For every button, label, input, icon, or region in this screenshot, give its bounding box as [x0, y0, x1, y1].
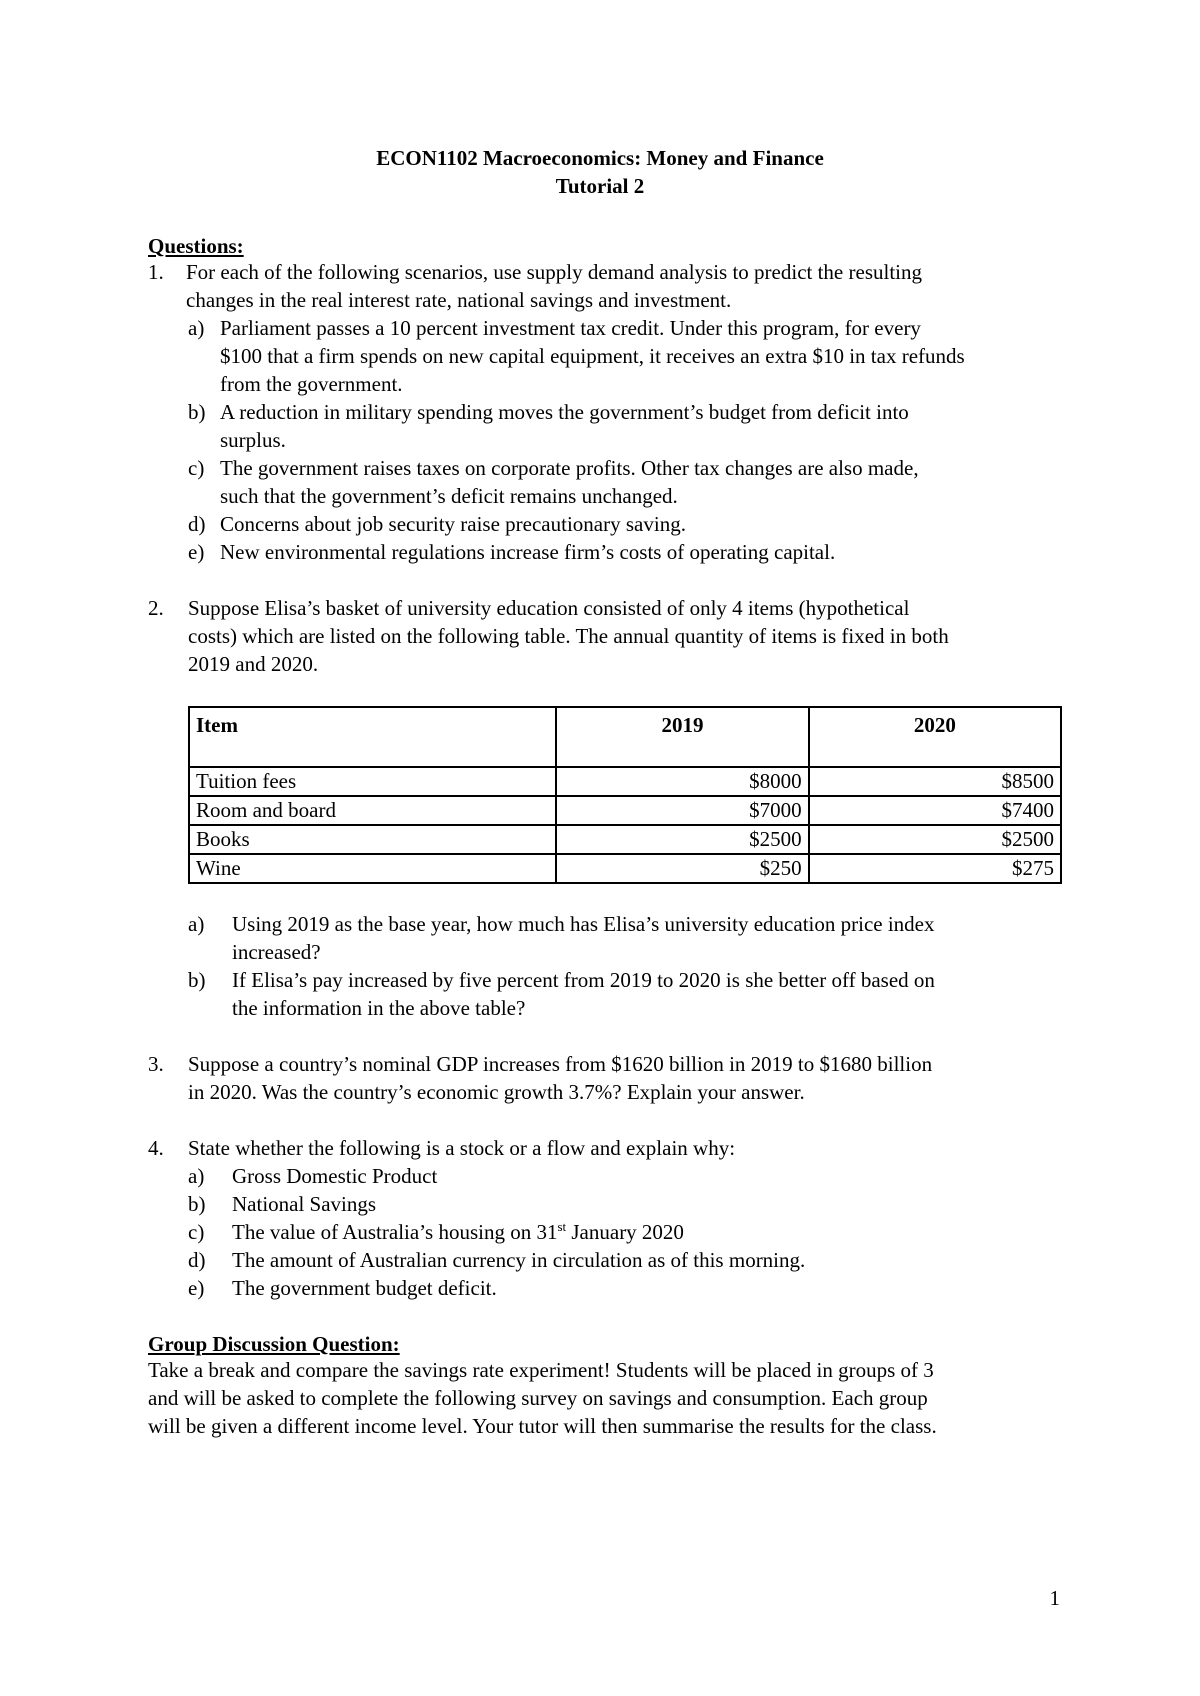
q1-c-line: such that the government’s deficit remains unchanged. — [220, 484, 678, 508]
q2-b-text — [232, 966, 1062, 1022]
q1-a-text — [220, 314, 1062, 398]
q4-e-label: e) — [188, 1276, 205, 1300]
q2-a-label: a) — [188, 912, 205, 936]
table-cell: $250 — [556, 854, 808, 883]
table-cell: Room and board — [189, 796, 556, 825]
q2-number: 2. — [148, 596, 164, 620]
group-text-line: Take a break and compare the savings rate experiment! Students will be placed in groups of 3 — [148, 1358, 934, 1382]
group-heading: Group Discussion Question: — [148, 1332, 400, 1356]
q4-number: 4. — [148, 1136, 164, 1160]
q2-a-line: increased? — [232, 940, 321, 964]
table-cell: $2500 — [809, 825, 1061, 854]
q3-text-line: Suppose a country’s nominal GDP increases from $1620 billion in 2019 to $1680 billion — [188, 1052, 933, 1076]
q1-b-line: A reduction in military spending moves the government’s budget from deficit into — [220, 400, 909, 424]
q2-a-line: Using 2019 as the base year, how much has Elisa’s university education price index — [232, 912, 935, 936]
table-cell: $7000 — [556, 796, 808, 825]
q1-b-label: b) — [188, 400, 206, 424]
q4-b-text: National Savings — [232, 1192, 377, 1216]
group-text-line: and will be asked to complete the following survey on savings and consumption. Each group — [148, 1386, 928, 1410]
q1-d-label: d) — [188, 512, 206, 536]
table-row — [189, 767, 1061, 796]
q1-b-line: surplus. — [220, 428, 286, 452]
table-header-cell: 2020 — [809, 707, 1061, 767]
q3-number: 3. — [148, 1052, 164, 1076]
q2-text-line: costs) which are listed on the following table. The annual quantity of items is fixed in both — [188, 624, 949, 648]
q4-c-superscript: st — [557, 1219, 567, 1234]
q1-c-label: c) — [188, 456, 205, 480]
table-cell: $7400 — [809, 796, 1061, 825]
table-cell: Books — [189, 825, 556, 854]
q1-e-text: New environmental regulations increase firm’s costs of operating capital. — [220, 540, 836, 564]
q3-text — [188, 1050, 1062, 1106]
table-row — [189, 825, 1061, 854]
q2-text-line: 2019 and 2020. — [188, 652, 319, 676]
q1-b-text — [220, 398, 1062, 454]
q1-c-line: The government raises taxes on corporate profits. Other tax changes are also made, — [220, 456, 919, 480]
q1-number: 1. — [148, 260, 164, 284]
group-text — [148, 1356, 1062, 1440]
table-header-cell: 2019 — [556, 707, 808, 767]
table-cell: $8000 — [556, 767, 808, 796]
questions-heading: Questions: — [148, 234, 244, 258]
document-title: ECON1102 Macroeconomics: Money and Finance — [376, 146, 824, 170]
q1-text-line: For each of the following scenarios, use supply demand analysis to predict the resulting — [186, 260, 922, 284]
table-row — [189, 854, 1061, 883]
q3-text-line: in 2020. Was the country’s economic growth 3.7%? Explain your answer. — [188, 1080, 805, 1104]
q2-a-text — [232, 910, 1062, 966]
q4-c-text-part: The value of Australia’s housing on 31 — [232, 1220, 558, 1244]
q1-c-text — [220, 454, 1062, 510]
q4-c-text — [232, 1218, 684, 1246]
q4-a-text: Gross Domestic Product — [232, 1164, 438, 1188]
group-text-line: will be given a different income level. Your tutor will then summarise the results for the class. — [148, 1414, 937, 1438]
q1-a-line: from the government. — [220, 372, 403, 396]
q4-d-label: d) — [188, 1248, 206, 1272]
page-number: 1 — [1049, 1586, 1060, 1610]
q2-b-line: If Elisa’s pay increased by five percent from 2019 to 2020 is she better off based on — [232, 968, 935, 992]
q1-d-text: Concerns about job security raise precautionary saving. — [220, 512, 686, 536]
q1-e-label: e) — [188, 540, 205, 564]
q2-text — [188, 594, 1062, 678]
q1-text-line: changes in the real interest rate, national savings and investment. — [186, 288, 732, 312]
q1-text — [186, 258, 1062, 314]
q1-a-label: a) — [188, 316, 205, 340]
q4-e-text: The government budget deficit. — [232, 1276, 497, 1300]
table-row — [189, 796, 1061, 825]
q1-a-line: $100 that a firm spends on new capital equipment, it receives an extra $10 in tax refunds — [220, 344, 965, 368]
q4-c-label: c) — [188, 1220, 205, 1244]
q4-a-label: a) — [188, 1164, 205, 1188]
q4-intro: State whether the following is a stock or a flow and explain why: — [188, 1136, 736, 1160]
table-header-row — [189, 707, 1061, 767]
q2-text-line: Suppose Elisa’s basket of university education consisted of only 4 items (hypothetical — [188, 596, 910, 620]
table-cell: $8500 — [809, 767, 1061, 796]
table-cell: Wine — [189, 854, 556, 883]
q2-b-line: the information in the above table? — [232, 996, 526, 1020]
table-header-cell: Item — [189, 707, 556, 767]
table-cell: $2500 — [556, 825, 808, 854]
table-cell: $275 — [809, 854, 1061, 883]
q4-d-text: The amount of Australian currency in circulation as of this morning. — [232, 1248, 806, 1272]
q4-b-label: b) — [188, 1192, 206, 1216]
q2-b-label: b) — [188, 968, 206, 992]
q1-a-line: Parliament passes a 10 percent investment tax credit. Under this program, for every — [220, 316, 921, 340]
table-cell: Tuition fees — [189, 767, 556, 796]
q4-c-text-part: January 2020 — [566, 1220, 684, 1244]
price-table — [188, 706, 1062, 884]
document-subtitle: Tutorial 2 — [555, 174, 645, 198]
